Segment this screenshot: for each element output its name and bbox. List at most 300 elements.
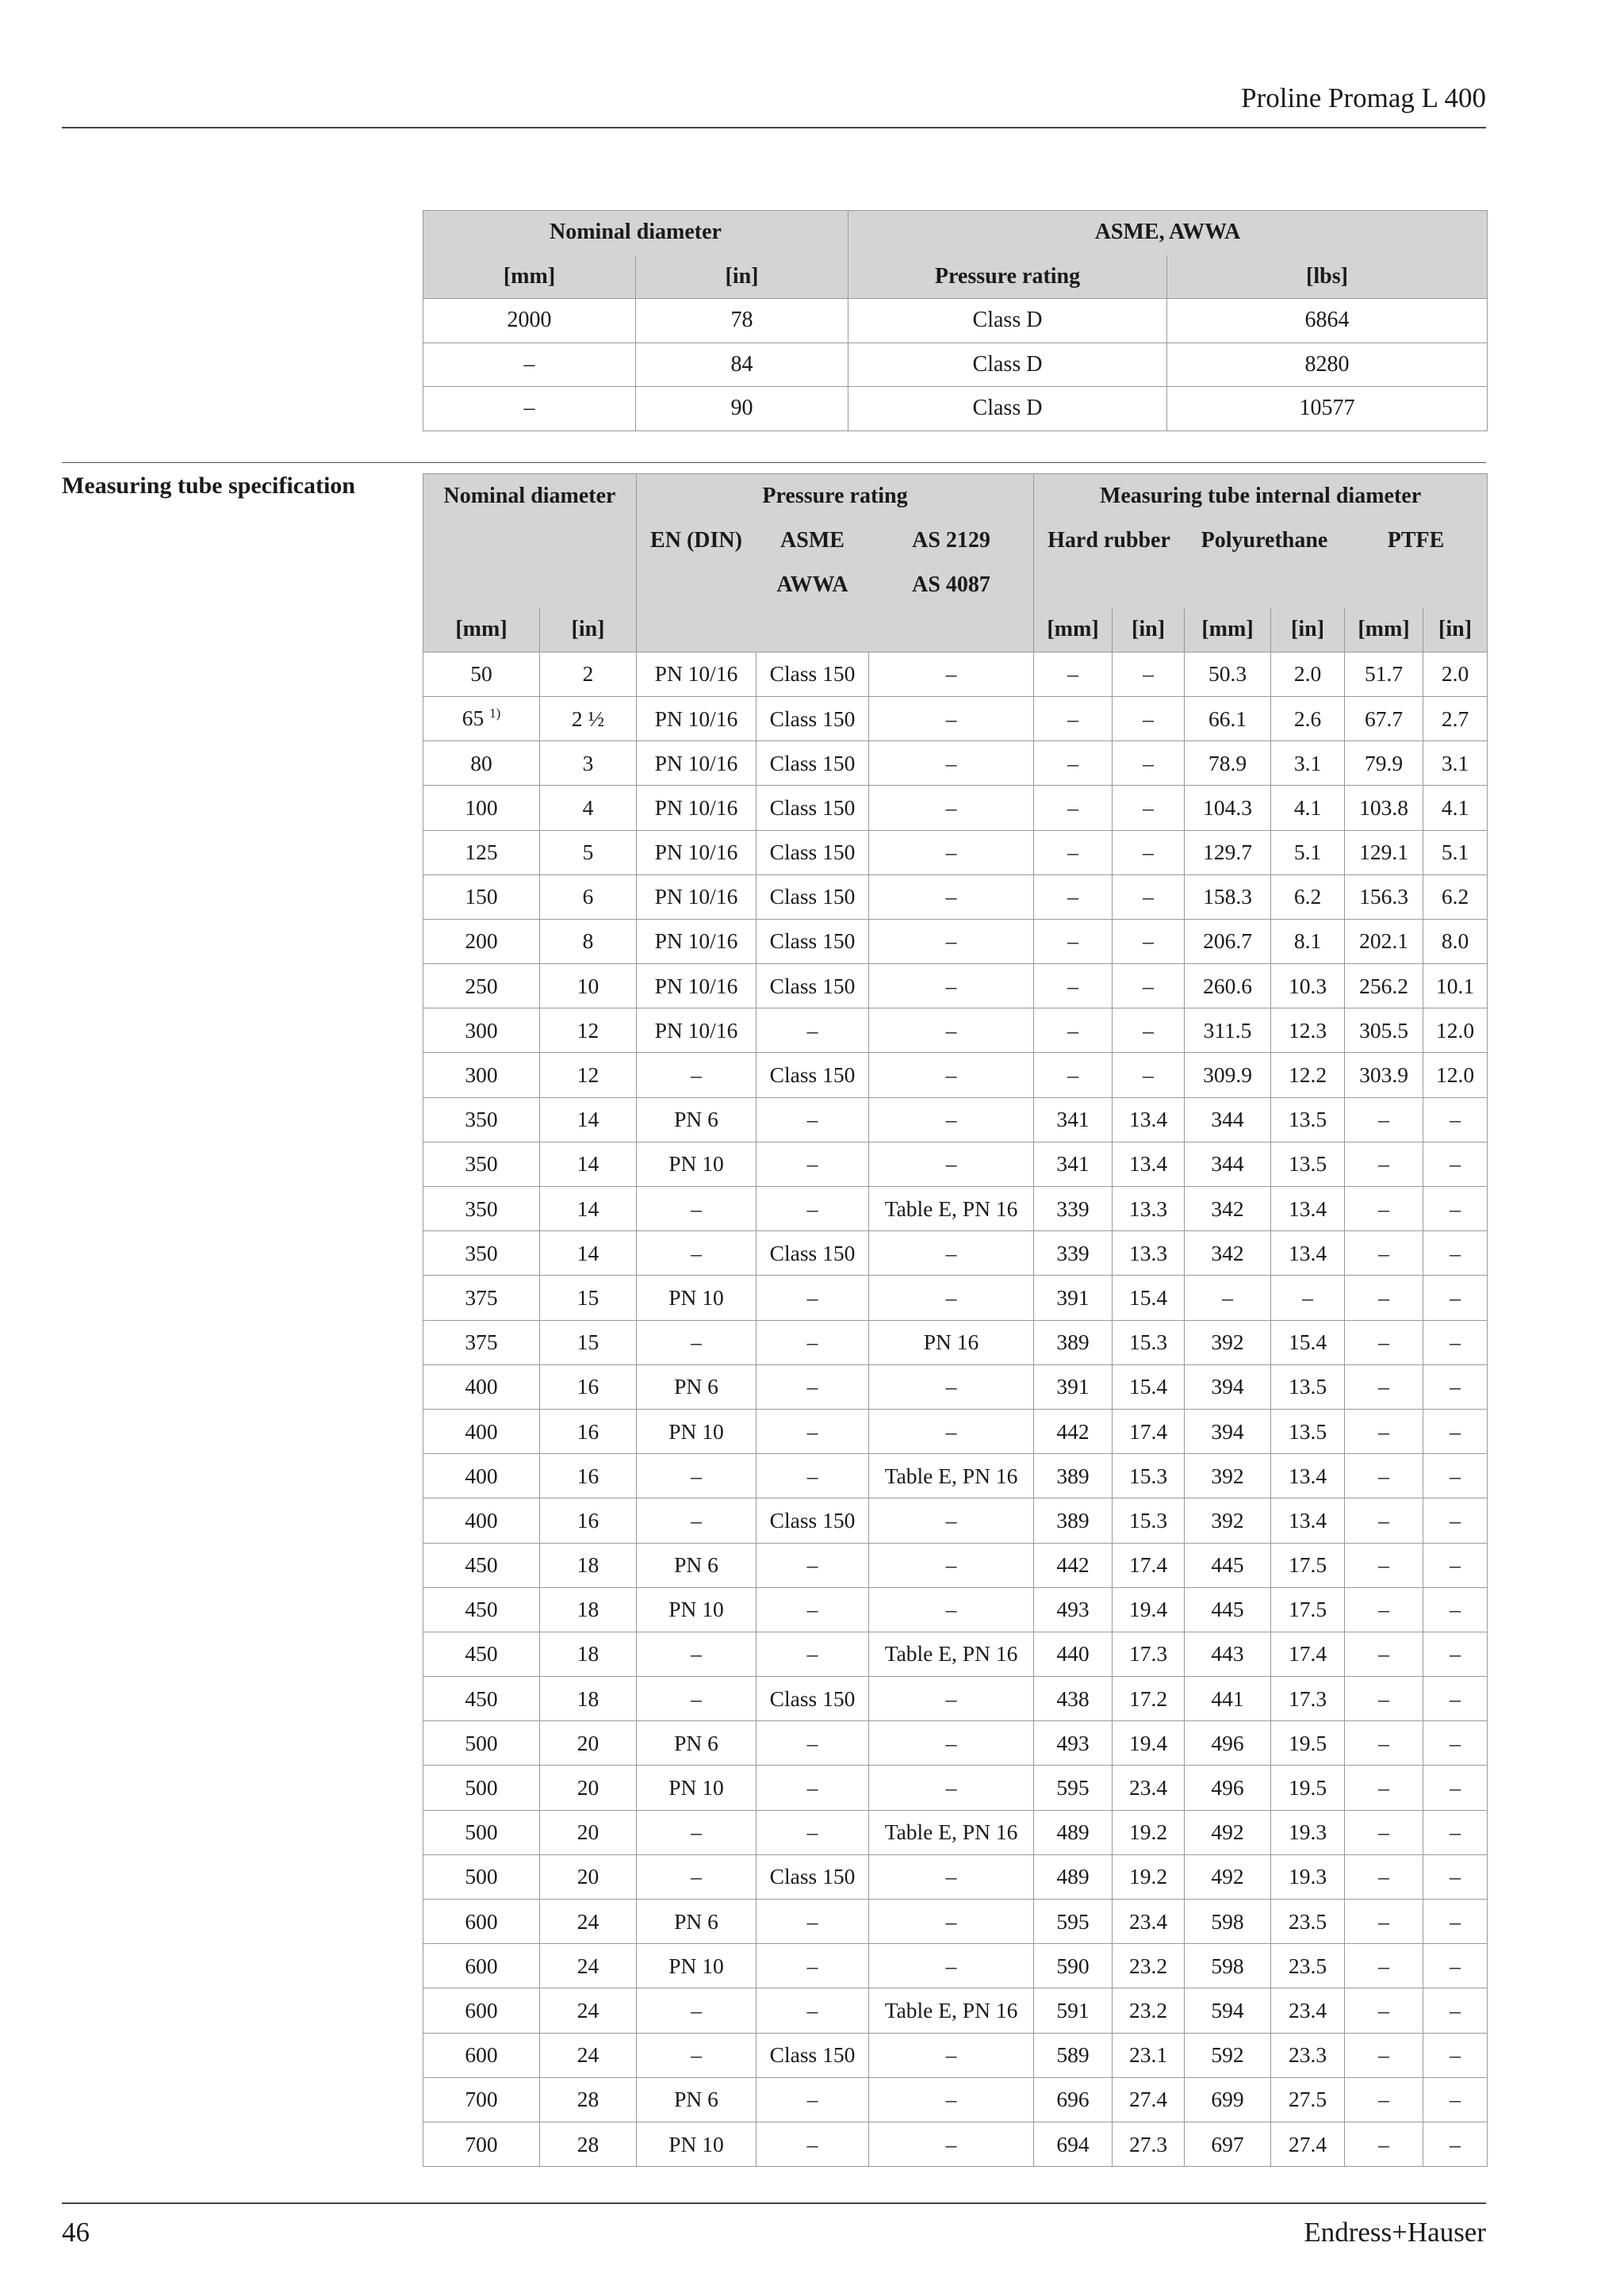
table-cell xyxy=(1423,919,1488,963)
cell-value: 443 xyxy=(1211,1641,1244,1667)
cell-value: – xyxy=(1067,884,1078,909)
table-cell xyxy=(1345,652,1423,696)
cell-value: 442 xyxy=(1056,1552,1090,1578)
cell-value: – xyxy=(691,1062,702,1088)
table-cell xyxy=(1423,1587,1488,1632)
table-cell xyxy=(869,1276,1034,1320)
table-cell xyxy=(1271,2122,1345,2166)
table-cell xyxy=(869,1142,1034,1186)
cell-value: 18 xyxy=(576,1686,599,1711)
table-cell xyxy=(1271,1721,1345,1766)
table-cell xyxy=(1271,1097,1345,1142)
table-cell xyxy=(637,1900,756,1944)
table-row xyxy=(423,1053,1488,1097)
table-row xyxy=(423,830,1488,874)
table-cell xyxy=(1271,1409,1345,1453)
table-cell xyxy=(1034,1187,1113,1231)
table-cell xyxy=(1113,1409,1185,1453)
header-asme-awwa: ASME, AWWA xyxy=(848,211,1488,255)
table-row xyxy=(423,652,1488,696)
cell-value: – xyxy=(1450,1330,1461,1355)
unit-asme-blank xyxy=(756,607,869,652)
table-cell xyxy=(869,1008,1034,1053)
table-cell xyxy=(423,1142,540,1186)
table-cell xyxy=(756,1498,869,1543)
cell-value: – xyxy=(806,1552,818,1578)
cell-value: 13.4 xyxy=(1288,1463,1327,1488)
table-cell xyxy=(423,1053,540,1097)
table-row xyxy=(423,1721,1488,1766)
cell-value: PN 6 xyxy=(674,1107,718,1132)
cell-value: – xyxy=(945,706,957,731)
cell-value: 158.3 xyxy=(1203,884,1252,909)
cell-value: 23.4 xyxy=(1128,1775,1168,1800)
table-cell xyxy=(1271,1810,1345,1854)
table-cell xyxy=(636,299,848,343)
cell-value: PN 6 xyxy=(674,1908,718,1934)
cell-value: PN 10/16 xyxy=(654,750,738,775)
cell-value: 20 xyxy=(576,1864,599,1889)
cell-value: – xyxy=(1378,1730,1389,1755)
table-cell xyxy=(869,1766,1034,1810)
table-cell xyxy=(756,830,869,874)
table-cell xyxy=(869,1364,1034,1409)
table-cell xyxy=(423,1454,540,1498)
table-cell xyxy=(756,2077,869,2122)
table-cell xyxy=(1034,1766,1113,1810)
table-cell xyxy=(1185,1097,1271,1142)
cell-value: 19.5 xyxy=(1288,1775,1327,1800)
header-internal-diameter: Measuring tube internal diameter xyxy=(1034,474,1488,519)
table-row xyxy=(423,1187,1488,1231)
table-cell xyxy=(1034,1810,1113,1854)
table-cell xyxy=(423,1364,540,1409)
table-cell xyxy=(423,1409,540,1453)
table-cell xyxy=(1185,1008,1271,1053)
table-cell xyxy=(540,1677,637,1721)
table-cell xyxy=(1345,919,1423,963)
cell-value: – xyxy=(1378,1507,1389,1533)
page-header-title: Proline Promag L 400 xyxy=(1241,82,1486,113)
table-cell xyxy=(1113,964,1185,1008)
cell-value: 13.4 xyxy=(1128,1151,1168,1177)
header-polyurethane: Polyurethane xyxy=(1185,519,1345,563)
table-cell xyxy=(1034,1008,1113,1053)
table-cell xyxy=(1271,1231,1345,1276)
table-cell xyxy=(540,1053,637,1097)
cell-value: 3 xyxy=(582,750,594,775)
table-cell xyxy=(637,1944,756,1988)
table-row xyxy=(423,1900,1488,1944)
table-cell xyxy=(1423,1543,1488,1587)
table-cell xyxy=(636,387,848,431)
table-cell xyxy=(869,1810,1034,1854)
table-cell xyxy=(423,1854,540,1899)
cell-value: 8 xyxy=(582,928,594,954)
cell-value: 300 xyxy=(465,1062,498,1088)
cell-value: 8.0 xyxy=(1441,928,1469,954)
weight-table-group-header xyxy=(423,211,1488,255)
cell-value: – xyxy=(1378,1641,1389,1667)
table-cell xyxy=(756,1587,869,1632)
table-cell xyxy=(637,919,756,963)
cell-value: – xyxy=(945,884,957,909)
cell-value: Class 150 xyxy=(769,2042,856,2068)
table-row xyxy=(423,2077,1488,2122)
cell-value: 200 xyxy=(465,928,498,954)
cell-value: – xyxy=(1450,1953,1461,1978)
table-cell xyxy=(1423,1008,1488,1053)
table-cell xyxy=(869,1632,1034,1676)
cell-value: 350 xyxy=(465,1196,498,1221)
cell-value: – xyxy=(945,1240,957,1265)
table-cell xyxy=(1271,1854,1345,1899)
cell-value: – xyxy=(945,1552,957,1578)
cell-value: 20 xyxy=(576,1820,599,1845)
section-label: Measuring tube specification xyxy=(62,473,355,499)
table-cell xyxy=(756,1142,869,1186)
cell-value: – xyxy=(806,1330,818,1355)
table-cell xyxy=(637,696,756,740)
table-cell xyxy=(540,1587,637,1632)
unit-en-blank xyxy=(637,607,756,652)
table-cell xyxy=(869,1454,1034,1498)
table-cell xyxy=(423,1632,540,1676)
table-row xyxy=(423,1276,1488,1320)
cell-value: 342 xyxy=(1211,1240,1244,1265)
cell-value: 90 xyxy=(730,396,753,421)
cell-value: – xyxy=(1143,794,1154,820)
cell-value: – xyxy=(806,1017,818,1043)
table-cell xyxy=(1034,1632,1113,1676)
cell-value: – xyxy=(1378,1374,1389,1399)
table-cell xyxy=(1345,1721,1423,1766)
cell-value: Class 150 xyxy=(769,794,856,820)
cell-value: – xyxy=(1067,661,1078,687)
table-cell xyxy=(423,2033,540,2077)
table-cell xyxy=(869,741,1034,786)
table-cell xyxy=(540,964,637,1008)
table-cell xyxy=(869,1231,1034,1276)
table-cell xyxy=(1423,1276,1488,1320)
table-cell xyxy=(637,1008,756,1053)
cell-value: – xyxy=(945,2042,957,2068)
table-row xyxy=(423,1632,1488,1676)
table-cell xyxy=(1034,1900,1113,1944)
table-cell xyxy=(1345,741,1423,786)
table-cell xyxy=(869,964,1034,1008)
table-cell xyxy=(1423,741,1488,786)
cell-value: – xyxy=(1450,1686,1461,1711)
cell-value: Table E, PN 16 xyxy=(884,1196,1018,1221)
table-cell xyxy=(1271,1766,1345,1810)
table-cell xyxy=(1185,1409,1271,1453)
cell-value: 13.4 xyxy=(1288,1507,1327,1533)
cell-value: 496 xyxy=(1211,1775,1244,1800)
cell-value: 19.3 xyxy=(1288,1864,1327,1889)
table-cell xyxy=(1034,1944,1113,1988)
table-cell xyxy=(540,1766,637,1810)
cell-value: – xyxy=(806,1463,818,1488)
cell-value: – xyxy=(1450,1820,1461,1845)
cell-value: 389 xyxy=(1056,1463,1090,1488)
cell-value: 19.5 xyxy=(1288,1730,1327,1755)
cell-value: 441 xyxy=(1211,1686,1244,1711)
table-cell xyxy=(756,2122,869,2166)
cell-value: – xyxy=(1143,1062,1154,1088)
table-cell xyxy=(869,874,1034,919)
cell-value: 489 xyxy=(1056,1864,1090,1889)
table-row xyxy=(423,1320,1488,1364)
table-row xyxy=(423,1231,1488,1276)
table-cell xyxy=(1345,1944,1423,1988)
table-cell xyxy=(1034,1231,1113,1276)
cell-value: – xyxy=(1450,1418,1461,1444)
cell-value: 24 xyxy=(576,2042,599,2068)
cell-value: PN 10 xyxy=(668,1597,724,1622)
table-cell xyxy=(1113,1276,1185,1320)
cell-value: – xyxy=(806,2087,818,2112)
table-row xyxy=(423,874,1488,919)
table-cell xyxy=(869,652,1034,696)
table-cell xyxy=(1167,299,1488,343)
table-cell xyxy=(1113,2077,1185,2122)
cell-value: PN 10 xyxy=(668,1418,724,1444)
cell-value: – xyxy=(945,750,957,775)
table-cell xyxy=(1271,741,1345,786)
cell-value: 591 xyxy=(1056,1997,1090,2022)
table-cell xyxy=(1113,1320,1185,1364)
cell-value: 66.1 xyxy=(1208,706,1247,731)
cell-value: – xyxy=(806,1107,818,1132)
weight-table xyxy=(423,210,1488,431)
table-cell xyxy=(1034,2122,1113,2166)
cell-value: 400 xyxy=(465,1418,498,1444)
table-cell xyxy=(1423,1097,1488,1142)
header-hard-rubber: Hard rubber xyxy=(1034,519,1185,563)
table-cell xyxy=(1345,1008,1423,1053)
table-cell xyxy=(1345,1677,1423,1721)
header-en-din: EN (DIN) xyxy=(637,519,756,563)
cell-value: 303.9 xyxy=(1359,1062,1408,1088)
cell-value: 14 xyxy=(576,1196,599,1221)
table-cell xyxy=(1034,1854,1113,1899)
cell-value: 256.2 xyxy=(1359,973,1408,998)
cell-value: 341 xyxy=(1056,1151,1090,1177)
cell-value: Class 150 xyxy=(769,1686,856,1711)
cell-value: 13.5 xyxy=(1288,1374,1327,1399)
table-cell xyxy=(1271,1008,1345,1053)
table-cell xyxy=(540,1632,637,1676)
cell-value: 14 xyxy=(576,1240,599,1265)
cell-value: – xyxy=(1067,706,1078,731)
table-cell xyxy=(423,830,540,874)
cell-value: 4 xyxy=(582,794,594,820)
table-cell xyxy=(1423,696,1488,740)
cell-value: 5.1 xyxy=(1293,840,1322,865)
table-cell xyxy=(756,696,869,740)
table-cell xyxy=(1185,696,1271,740)
table-cell xyxy=(869,830,1034,874)
table-cell xyxy=(1345,874,1423,919)
table-row xyxy=(423,1543,1488,1587)
table-cell xyxy=(1345,1097,1423,1142)
table-cell xyxy=(1345,1231,1423,1276)
cell-value: 23.5 xyxy=(1288,1953,1327,1978)
cell-value: – xyxy=(945,794,957,820)
table-cell xyxy=(1345,1854,1423,1899)
table-cell xyxy=(637,1276,756,1320)
cell-value: – xyxy=(806,2131,818,2156)
table-cell xyxy=(637,652,756,696)
table-row xyxy=(423,387,1488,431)
cell-value: 309.9 xyxy=(1203,1062,1252,1088)
table-row xyxy=(423,1454,1488,1498)
table-row xyxy=(423,1364,1488,1409)
table-cell xyxy=(1423,786,1488,830)
table-cell xyxy=(1423,1854,1488,1899)
table-cell xyxy=(637,1766,756,1810)
cell-value: – xyxy=(1143,884,1154,909)
cell-value: – xyxy=(945,1864,957,1889)
table-cell xyxy=(1113,1944,1185,1988)
measuring-tube-table xyxy=(423,473,1488,2167)
table-cell xyxy=(1034,1276,1113,1320)
table-cell xyxy=(756,2033,869,2077)
table-cell xyxy=(1185,919,1271,963)
table-cell xyxy=(1271,874,1345,919)
table-cell xyxy=(540,741,637,786)
table-row xyxy=(423,2122,1488,2166)
table-row xyxy=(423,1944,1488,1988)
table-cell xyxy=(1113,1543,1185,1587)
table-cell xyxy=(540,1498,637,1543)
cell-value: 23.4 xyxy=(1128,1908,1168,1934)
table-cell xyxy=(540,1900,637,1944)
cell-value: 17.4 xyxy=(1128,1552,1168,1578)
section-rule xyxy=(62,462,1486,463)
cell-value: 699 xyxy=(1211,2087,1244,2112)
table-cell xyxy=(869,1409,1034,1453)
cell-value: PN 10 xyxy=(668,1284,724,1310)
cell-value: – xyxy=(806,1374,818,1399)
cell-value: 4.1 xyxy=(1441,794,1469,820)
unit-in: [in] xyxy=(540,607,637,652)
table-cell xyxy=(1034,1142,1113,1186)
table-cell xyxy=(1345,1276,1423,1320)
table-cell xyxy=(1034,964,1113,1008)
cell-value: Class 150 xyxy=(769,1507,856,1533)
cell-value: 2.0 xyxy=(1441,661,1469,687)
table-cell xyxy=(1113,1142,1185,1186)
cell-value: 23.5 xyxy=(1288,1908,1327,1934)
cell-value: 15 xyxy=(576,1284,599,1310)
table-cell xyxy=(1185,1632,1271,1676)
page-number: 46 xyxy=(62,2217,90,2248)
cell-value: – xyxy=(1450,1908,1461,1934)
table-cell xyxy=(637,1543,756,1587)
table-cell xyxy=(1185,1944,1271,1988)
cell-value: 2 xyxy=(582,661,594,687)
table-row xyxy=(423,342,1488,387)
cell-value: – xyxy=(1143,661,1154,687)
table-row xyxy=(423,741,1488,786)
cell-value: Class 150 xyxy=(769,884,856,909)
cell-value: PN 10/16 xyxy=(654,840,738,865)
table-cell xyxy=(756,1721,869,1766)
cell-value: 18 xyxy=(576,1641,599,1667)
table-cell xyxy=(869,919,1034,963)
table-cell xyxy=(1423,1053,1488,1097)
cell-value: – xyxy=(1378,1463,1389,1488)
cell-value: 4.1 xyxy=(1293,794,1322,820)
cell-value: 13.5 xyxy=(1288,1107,1327,1132)
cell-value: – xyxy=(945,1908,957,1934)
cell-value: 27.4 xyxy=(1128,2087,1168,2112)
cell-value: Class 150 xyxy=(769,1240,856,1265)
cell-value: 389 xyxy=(1056,1507,1090,1533)
cell-value: – xyxy=(1378,2087,1389,2112)
table-cell xyxy=(1423,1944,1488,1988)
tube-header-row-units xyxy=(423,607,1488,652)
table-cell xyxy=(423,1721,540,1766)
table-cell xyxy=(756,1097,869,1142)
cell-value: Class D xyxy=(972,351,1043,377)
cell-value: 2.7 xyxy=(1441,706,1469,731)
cell-value: 23.1 xyxy=(1128,2042,1168,2068)
table-cell xyxy=(848,387,1167,431)
cell-value: – xyxy=(806,1775,818,1800)
table-cell xyxy=(1113,1900,1185,1944)
table-cell xyxy=(756,874,869,919)
table-cell xyxy=(1113,1053,1185,1097)
cell-value: – xyxy=(1378,1330,1389,1355)
table-cell xyxy=(756,1900,869,1944)
cell-value: – xyxy=(691,1330,702,1355)
table-cell xyxy=(1271,1187,1345,1231)
cell-value: 2.6 xyxy=(1293,706,1322,731)
cell-value: 13.4 xyxy=(1128,1107,1168,1132)
table-cell xyxy=(637,1454,756,1498)
cell-value: – xyxy=(1143,706,1154,731)
table-cell xyxy=(1034,1053,1113,1097)
table-cell xyxy=(1034,919,1113,963)
cell-value: 445 xyxy=(1211,1597,1244,1622)
table-row xyxy=(423,2033,1488,2077)
table-cell xyxy=(1185,741,1271,786)
cell-value: 15 xyxy=(576,1330,599,1355)
table-cell xyxy=(1185,1810,1271,1854)
table-cell xyxy=(1345,1454,1423,1498)
cell-value: 17.4 xyxy=(1288,1641,1327,1667)
cell-value: 496 xyxy=(1211,1730,1244,1755)
table-row xyxy=(423,1766,1488,1810)
table-cell xyxy=(869,1187,1034,1231)
table-cell xyxy=(1034,874,1113,919)
table-cell xyxy=(1034,2077,1113,2122)
cell-value: – xyxy=(691,1864,702,1889)
table-cell xyxy=(1271,786,1345,830)
cell-value: – xyxy=(691,2042,702,2068)
cell-value: 12.0 xyxy=(1435,1017,1475,1043)
weight-table-sub-header xyxy=(423,254,1488,299)
cell-value: 6.2 xyxy=(1441,884,1469,909)
cell-value: 19.3 xyxy=(1288,1820,1327,1845)
cell-value: – xyxy=(945,1686,957,1711)
table-cell xyxy=(1113,919,1185,963)
cell-value: 23.4 xyxy=(1288,1997,1327,2022)
cell-value: – xyxy=(1143,750,1154,775)
